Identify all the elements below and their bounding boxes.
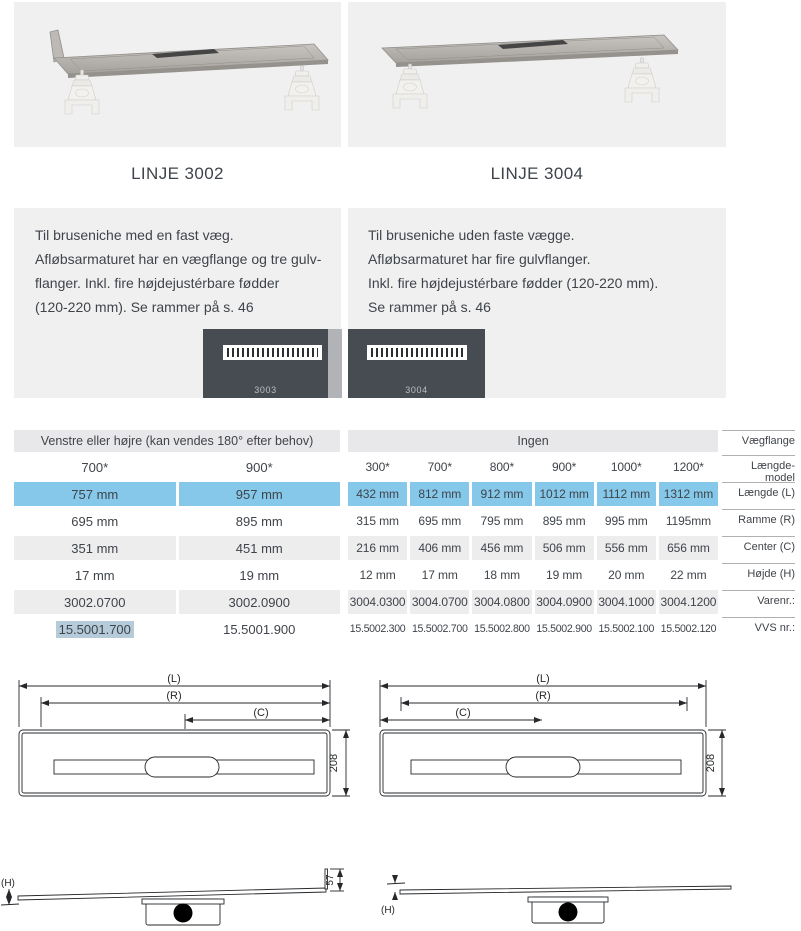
product-photo-linje-3002: [14, 2, 341, 147]
table-row: [348, 482, 718, 506]
table-cell: 15.5001.900: [223, 621, 296, 637]
table-row: [14, 482, 340, 506]
table-cell: 1012 mm: [535, 482, 594, 506]
table-header: Venstre eller højre (kan vendes 180° efter behov): [14, 430, 340, 452]
table-row: [348, 455, 718, 479]
dim-label-C: (C): [455, 707, 471, 719]
description-line: Til bruseniche uden faste vægge.: [368, 227, 575, 243]
table-cell: 15.5002.800: [474, 623, 530, 635]
dim-label-R: (R): [535, 690, 551, 702]
drain-3002-illustration: [14, 2, 341, 147]
table-cell: 22 mm: [670, 568, 707, 582]
table-cell: 406 mm: [410, 536, 469, 560]
tech-drawing-3004-side-view: [375, 855, 755, 931]
table-cell: 15.5002.100: [598, 623, 655, 635]
dim-label-208: 208: [328, 753, 340, 773]
product-photo-linje-3004: [348, 2, 726, 147]
table-cell: 432 mm: [348, 482, 407, 506]
description-line: (120-220 mm). Se rammer på s. 46: [35, 299, 254, 315]
table-cell: 757 mm: [14, 482, 176, 506]
grate-image: [223, 345, 322, 360]
table-cell: 19 mm: [546, 568, 583, 582]
table-cell: 3004.0900: [535, 590, 594, 614]
table-cell: 1112 mm: [597, 482, 656, 506]
dim-label-H: (H): [381, 905, 395, 916]
table-cell: 15.5002.700: [411, 623, 468, 635]
table-cell: 451 mm: [179, 536, 341, 560]
table-cell: 15.5002.300: [349, 623, 406, 635]
table-cell: 556 mm: [597, 536, 656, 560]
row-label: Længde-model: [722, 455, 795, 484]
table-cell: 3004.0800: [472, 590, 531, 614]
table-row: [14, 509, 340, 533]
wall-flange-strip: [328, 329, 342, 398]
table-cell: 695 mm: [71, 513, 119, 529]
dim-label-R: (R): [166, 690, 182, 702]
table-cell: 800*: [489, 460, 515, 474]
table-cell: 456 mm: [472, 536, 531, 560]
table-cell: 315 mm: [356, 514, 399, 528]
description-line: Se rammer på s. 46: [368, 299, 491, 315]
dim-label-C: (C): [253, 707, 269, 719]
table-row: [14, 590, 340, 614]
table-cell: 18 mm: [483, 568, 521, 582]
tech-drawing-3002-top-view: [14, 673, 360, 809]
table-cell: 3004.0700: [410, 590, 469, 614]
row-label: Ramme (R): [722, 509, 795, 526]
table-row: [14, 617, 340, 641]
table-cell: [14, 617, 176, 641]
table-cell: 17 mm: [74, 567, 115, 583]
tech-drawing-3004-top-view: [375, 673, 731, 809]
row-label: VVS nr.:: [722, 617, 795, 634]
table-cell: 1000*: [610, 460, 642, 474]
table-cell: 912 mm: [472, 482, 531, 506]
grate-thumbnail-3003: [203, 329, 328, 398]
table-cell: 812 mm: [410, 482, 469, 506]
table-row: [14, 563, 340, 587]
table-cell: 3004.0300: [348, 590, 407, 614]
table-cell: 957 mm: [179, 482, 341, 506]
grate-image: [367, 345, 467, 360]
selected-vvs-number: 15.5001.700: [56, 621, 134, 638]
table-cell: 12 mm: [359, 568, 396, 582]
tech-drawing-3002-side-view: [0, 855, 360, 931]
description-line: flanger. Inkl. fire højdejustérbare fødder: [35, 275, 280, 291]
table-row: [14, 455, 340, 479]
table-cell: 15.5002.900: [536, 623, 592, 635]
dim-label-L: (L): [167, 673, 181, 685]
table-cell: 3004.1000: [597, 590, 656, 614]
table-cell: 900*: [245, 459, 273, 475]
description-line: Til bruseniche med en fast væg.: [35, 227, 234, 243]
table-cell: 795 mm: [480, 514, 524, 528]
description-line: Afløbsarmaturet har en vægflange og tre gulv-: [35, 251, 322, 267]
table-cell: 1312 mm: [659, 482, 718, 506]
table-row: [14, 536, 340, 560]
table-cell: 695 mm: [418, 514, 462, 528]
table-row: [348, 617, 718, 641]
table-cell: 216 mm: [348, 536, 407, 560]
table-cell: 995 mm: [604, 514, 648, 528]
description-line: Inkl. fire højdejustérbare fødder (120-220 mm).: [368, 275, 659, 291]
table-cell: 3002.0700: [14, 590, 176, 614]
dim-label-57: 57: [325, 874, 336, 886]
dim-label-H: (H): [1, 878, 15, 889]
row-label: Højde (H): [722, 563, 795, 580]
table-cell: 700*: [427, 460, 452, 474]
dim-label-208: 208: [705, 753, 717, 773]
table-cell: 1200*: [673, 460, 704, 474]
table-cell: 3002.0900: [179, 590, 341, 614]
grate-thumbnail-3004: [348, 329, 485, 398]
table-row: [348, 509, 718, 533]
table-cell: 656 mm: [659, 536, 718, 560]
table-row: [348, 536, 718, 560]
row-label: Center (C): [722, 536, 795, 553]
spec-table-3004: [348, 430, 718, 644]
product-title-3002: LINJE 3002: [131, 164, 224, 183]
table-cell: 20 mm: [608, 568, 645, 582]
row-label-column: [722, 430, 795, 646]
table-row: [348, 590, 718, 614]
table-cell: 506 mm: [535, 536, 594, 560]
table-cell: 15.5002.120: [660, 623, 717, 635]
row-label: Længde (L): [722, 482, 795, 499]
table-row: [348, 563, 718, 587]
grate-code: 3004: [405, 385, 428, 395]
spec-table-3002: [14, 430, 340, 644]
product-title-3004: LINJE 3004: [490, 164, 584, 183]
table-cell: 900*: [551, 460, 577, 474]
table-cell: 700*: [81, 459, 109, 475]
row-label: Vægflange: [722, 430, 795, 447]
table-cell: 895 mm: [235, 513, 283, 529]
row-label: Varenr.:: [722, 590, 795, 607]
drain-3004-illustration: [348, 2, 726, 147]
table-cell: 895 mm: [542, 514, 586, 528]
grate-code: 3003: [254, 385, 277, 395]
table-cell: 17 mm: [421, 568, 458, 582]
table-cell: 19 mm: [239, 567, 280, 583]
table-cell: 300*: [365, 460, 390, 474]
table-header: Ingen: [348, 430, 718, 452]
table-cell: 351 mm: [14, 536, 176, 560]
description-line: Afløbsarmaturet har fire gulvflanger.: [368, 251, 591, 267]
table-cell: 3004.1200: [659, 590, 718, 614]
table-cell: 1195mm: [665, 514, 712, 528]
dim-label-L: (L): [536, 673, 550, 685]
